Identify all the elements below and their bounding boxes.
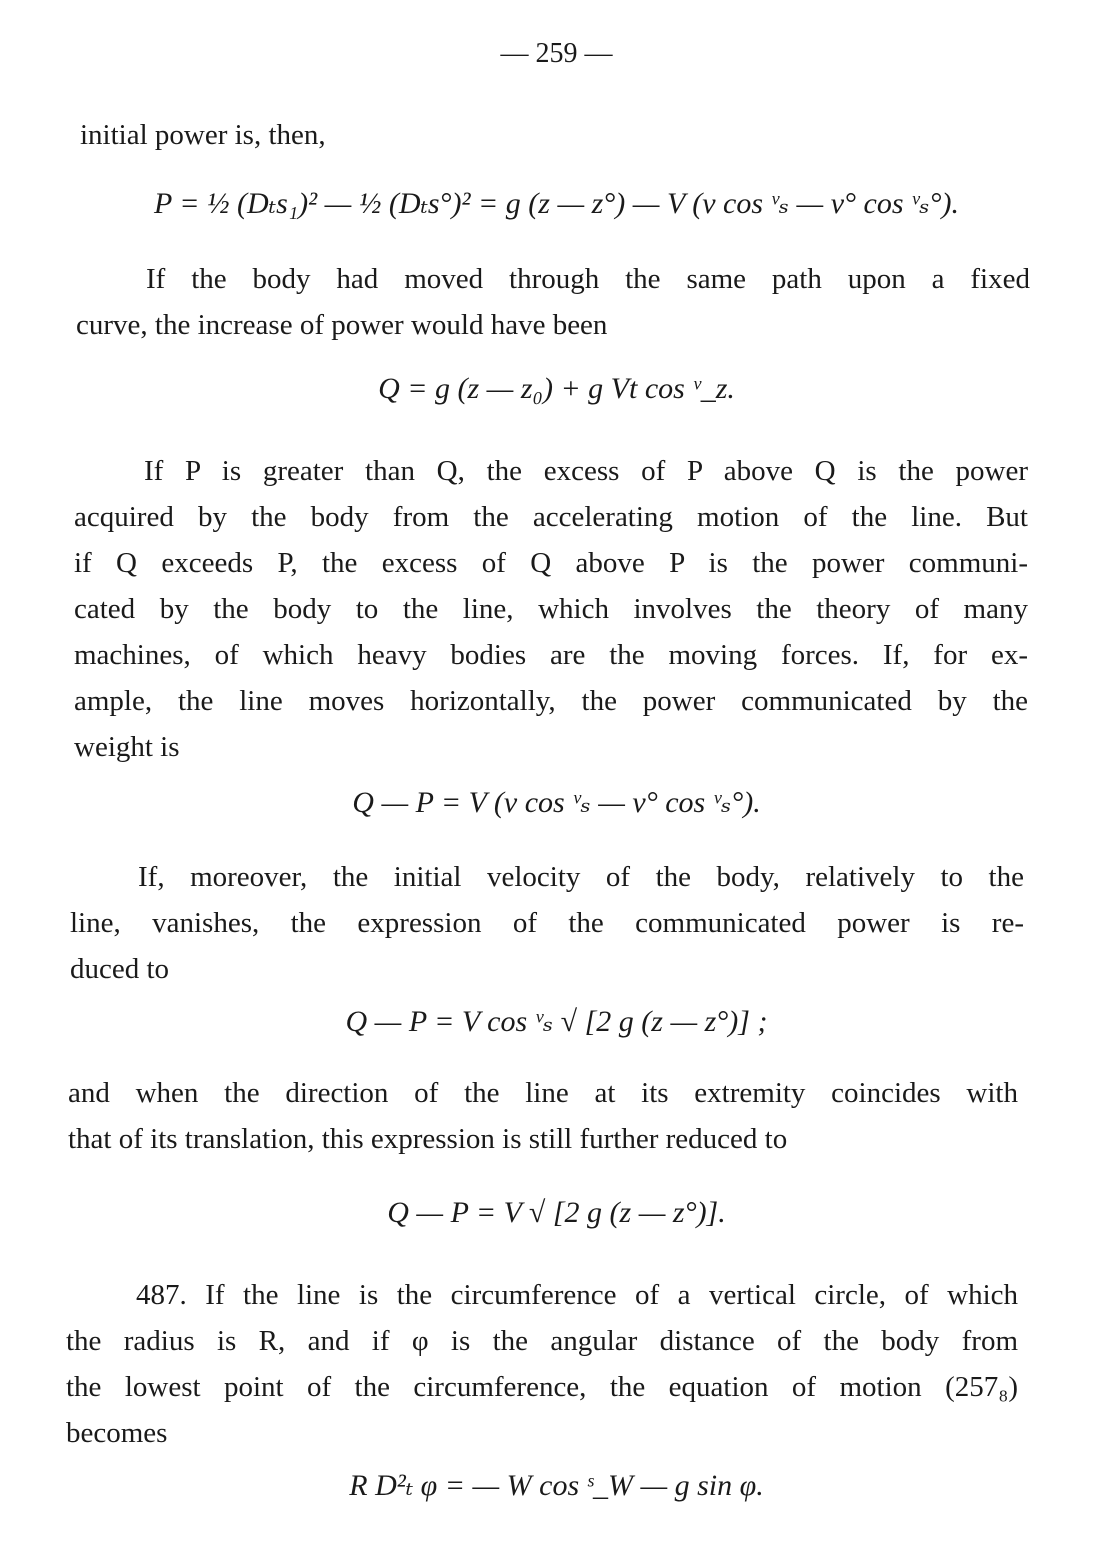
text-line: ample, the line moves horizontally, the power communicated by the <box>74 685 1028 717</box>
text-line: if Q exceeds P, the excess of Q above P is the power communi- <box>74 547 1028 579</box>
paragraph-excess-power <box>74 448 1028 770</box>
equation-power-p: P = ½ (Dₜs₁)² — ½ (Dₜs°)² = g (z — z°) — V (v cos ᵛₛ — v° cos ᵛₛ°). <box>153 187 960 220</box>
text-line: duced to <box>70 953 170 985</box>
text-line: the radius is R, and if φ is the angular distance of the body from <box>66 1325 1018 1357</box>
text-line: If the body had moved through the same path upon a fixed <box>146 263 1030 295</box>
paragraph-line-direction <box>68 1070 1018 1162</box>
equation-motion-circle: R D²ₜ φ = — W cos ˢ_W — g sin φ. <box>349 1469 764 1502</box>
page-number: — 259 — <box>500 38 613 69</box>
text-line: 487. If the line is the circumference of a vertical circle, of which <box>136 1279 1018 1311</box>
text-line: If P is greater than Q, the excess of P above Q is the power <box>144 455 1028 487</box>
paragraph-section-487 <box>66 1272 1018 1456</box>
text-line: becomes <box>66 1417 168 1449</box>
text-line: acquired by the body from the accelerating motion of the line. But <box>74 501 1028 533</box>
paragraph-initial-velocity <box>70 854 1024 992</box>
text-line: initial power is, then, <box>80 119 326 151</box>
paragraph-initial-power <box>80 112 980 158</box>
text-line: machines, of which heavy bodies are the moving forces. If, for ex- <box>74 639 1028 671</box>
equation-further-reduced: Q — P = V √ [2 g (z — z°)]. <box>387 1196 726 1229</box>
text-line: curve, the increase of power would have been <box>76 309 608 341</box>
equation-power-q: Q = g (z — z₀) + g Vt cos ᵛ_z. <box>378 372 735 405</box>
text-line: cated by the body to the line, which involves the theory of many <box>74 593 1028 625</box>
text-line: weight is <box>74 731 180 763</box>
text-line: the lowest point of the circumference, the equation of motion (257₈) <box>66 1371 1018 1403</box>
text-line: line, vanishes, the expression of the communicated power is re- <box>70 907 1024 939</box>
paragraph-fixed-curve <box>76 256 1030 348</box>
text-line: that of its translation, this expression is still further reduced to <box>68 1123 788 1155</box>
equation-reduced-power: Q — P = V cos ᵛₛ √ [2 g (z — z°)] ; <box>345 1005 768 1038</box>
text-line: and when the direction of the line at its extremity coincides with <box>68 1077 1018 1109</box>
equation-communicated-power: Q — P = V (v cos ᵛₛ — v° cos ᵛₛ°). <box>352 786 761 819</box>
text-line: If, moreover, the initial velocity of the body, relatively to the <box>138 861 1024 893</box>
